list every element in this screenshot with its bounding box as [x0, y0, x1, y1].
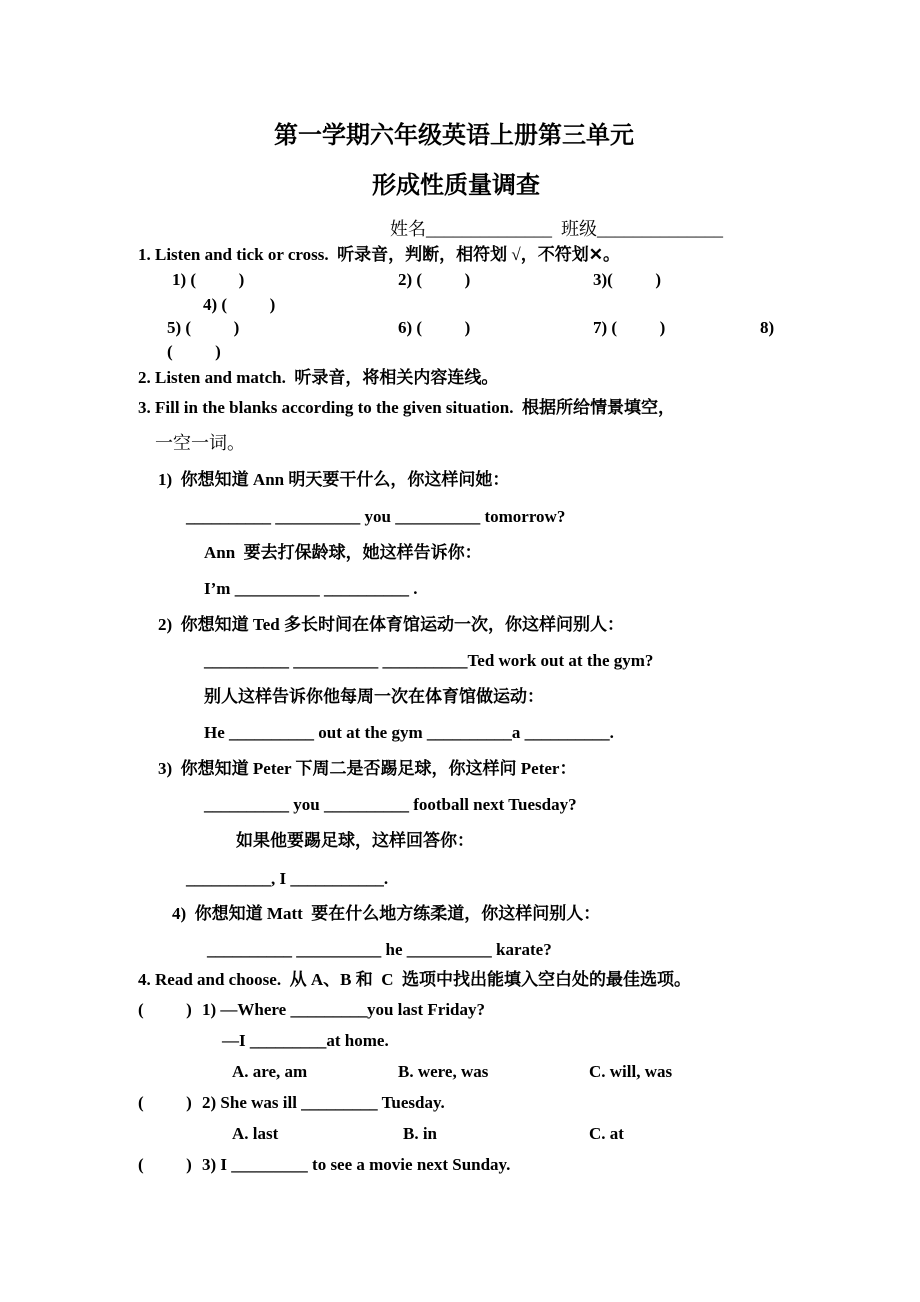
s3-q2-answer-prompt: 别人这样告诉你他每周一次在体育馆做运动： [204, 687, 544, 706]
s1-item-8-paren[interactable]: ( ) [167, 342, 221, 361]
s4-q1-stem2: —I _________at home. [222, 1031, 389, 1050]
s3-q2-line[interactable]: __________ __________ __________Ted work out at the gym? [204, 651, 654, 670]
section4-heading: 4. Read and choose. 从 A、B 和 C 选项中找出能填入空白处的最佳选项。 [138, 970, 691, 989]
section1-heading: 1. Listen and tick or cross. 听录音，判断，相符划 √，不符划✕。 [138, 245, 620, 264]
s4-q1-option-a: A. are, am [232, 1062, 308, 1081]
s3-q3-line[interactable]: __________ you __________ football next Tuesday? [204, 795, 577, 814]
s3-q1-line[interactable]: __________ __________ you __________ tomorrow? [186, 507, 566, 526]
s3-q3-answer-prompt: 如果他要踢足球，这样回答你： [236, 831, 474, 850]
s3-q3-answer-line[interactable]: __________, I ___________. [186, 869, 389, 888]
page-title: 第一学期六年级英语上册第三单元 [274, 123, 634, 149]
s3-q2-answer-line[interactable]: He __________ out at the gym __________a __________. [204, 723, 614, 742]
s1-item-7[interactable]: 7) ( ) [593, 318, 666, 337]
s4-q2-stem: 2) She was ill _________ Tuesday. [202, 1093, 445, 1112]
page-subtitle: 形成性质量调查 [372, 173, 540, 199]
s4-q2-option-a: A. last [232, 1124, 279, 1143]
s1-item-2[interactable]: 2) ( ) [398, 270, 471, 289]
s1-item-3[interactable]: 3)( ) [593, 270, 661, 289]
section2-heading: 2. Listen and match. 听录音，将相关内容连线。 [138, 368, 499, 387]
s4-q1-paren[interactable]: ( ) [138, 1000, 192, 1019]
s3-q4-prompt: 4) 你想知道 Matt 要在什么地方练柔道，你这样问别人： [172, 904, 601, 923]
s4-q2-option-b: B. in [403, 1124, 438, 1143]
s4-q1-option-c: C. will, was [589, 1062, 673, 1081]
s4-q1-option-b: B. were, was [398, 1062, 489, 1081]
s1-item-4[interactable]: 4) ( ) [203, 295, 276, 314]
s1-item-6[interactable]: 6) ( ) [398, 318, 471, 337]
s3-q1-answer-prompt: Ann 要去打保龄球，她这样告诉你： [204, 543, 482, 562]
s1-item-1[interactable]: 1) ( ) [172, 270, 245, 289]
section3-heading-cont: 一空一词。 [155, 433, 245, 453]
s3-q2-prompt: 2) 你想知道 Ted 多长时间在体育馆运动一次，你这样问别人： [158, 615, 624, 634]
s4-q3-stem: 3) I _________ to see a movie next Sunday. [202, 1155, 511, 1174]
s3-q3-prompt: 3) 你想知道 Peter 下周二是否踢足球，你这样问 Peter： [158, 759, 577, 778]
s1-item-5[interactable]: 5) ( ) [167, 318, 240, 337]
s4-q1-stem: 1) —Where _________you last Friday? [202, 1000, 486, 1019]
s4-q2-option-c: C. at [589, 1124, 624, 1143]
s3-q1-prompt: 1) 你想知道 Ann 明天要干什么，你这样问她： [158, 470, 510, 489]
section3-heading: 3. Fill in the blanks according to the given situation. 根据所给情景填空， [138, 398, 675, 417]
s1-item-8-label: 8) [760, 318, 775, 337]
name-class-line[interactable]: 姓名______________ 班级______________ [390, 219, 723, 239]
s4-q2-paren[interactable]: ( ) [138, 1093, 192, 1112]
s4-q3-paren[interactable]: ( ) [138, 1155, 192, 1174]
s3-q1-answer-line[interactable]: I’m __________ __________ . [204, 579, 418, 598]
s3-q4-line[interactable]: __________ __________ he __________ karate? [207, 940, 552, 959]
